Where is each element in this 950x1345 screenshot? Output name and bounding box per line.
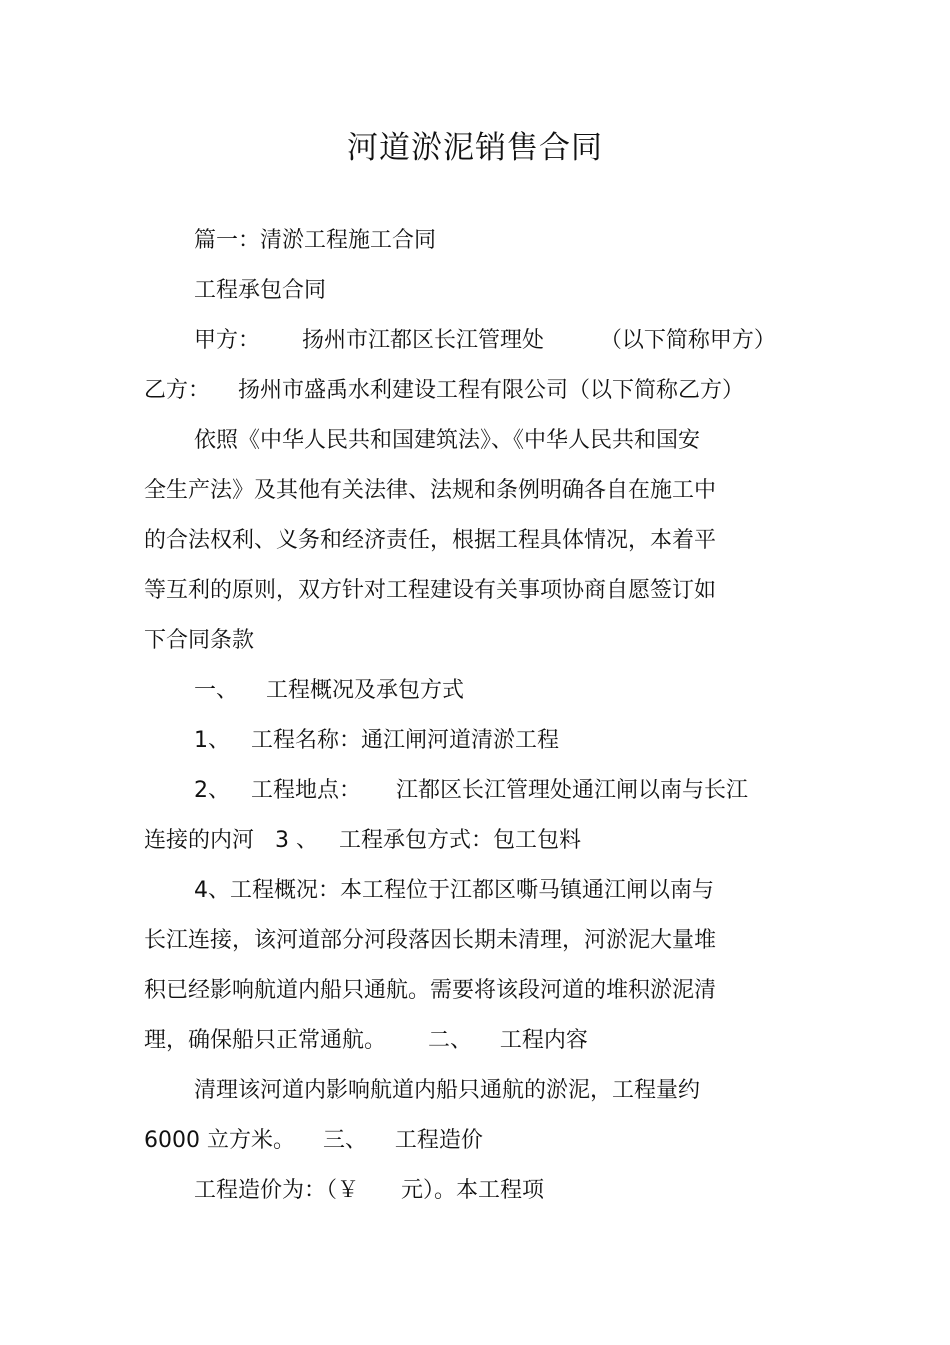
paragraph-line: 4、工程概况：本工程位于江都区嘶马镇通江闸以南与 [194,878,714,903]
party-b-line: 乙方： 扬州市盛禹水利建设工程有限公司（以下简称乙方） [144,378,744,403]
paragraph-line: 理，确保船只正常通航。 二、 工程内容 [144,1028,588,1053]
list-item: 连接的内河 3 、 工程承包方式：包工包料 [144,828,581,853]
list-item: 2、 工程地点： 江都区长江管理处通江闸以南与长江 [194,778,748,803]
paragraph-line: 依照《中华人民共和国建筑法》、《中华人民共和国安 [194,428,701,453]
paragraph-line: 等互利的原则，双方针对工程建设有关事项协商自愿签订如 [144,578,717,603]
paragraph-line: 全生产法》及其他有关法律、法规和条例明确各自在施工中 [144,478,717,503]
section-heading: 一、 工程概况及承包方式 [194,678,464,703]
paragraph-line: 6000 立方米。 三、 工程造价 [144,1128,483,1153]
paragraph-line: 下合同条款 [144,628,255,653]
paragraph-line: 积已经影响航道内船只通航。需要将该段河道的堆积淤泥清 [144,978,717,1003]
list-item: 1、 工程名称：通江闸河道清淤工程 [194,728,559,753]
paragraph-line: 清理该河道内影响航道内船只通航的淤泥，工程量约 [194,1078,701,1103]
section-heading: 篇一：清淤工程施工合同 [194,228,437,253]
contract-subtitle: 工程承包合同 [194,278,327,303]
paragraph-line: 的合法权利、义务和经济责任，根据工程具体情况，本着平 [144,528,717,553]
paragraph-line: 工程造价为：（￥ 元）。本工程项 [194,1178,544,1203]
document-title: 河道淤泥销售合同 [347,130,603,166]
paragraph-line: 长江连接，该河道部分河段落因长期未清理，河淤泥大量堆 [144,928,717,953]
party-a-line: 甲方： 扬州市江都区长江管理处 （以下简称甲方） [194,328,776,353]
